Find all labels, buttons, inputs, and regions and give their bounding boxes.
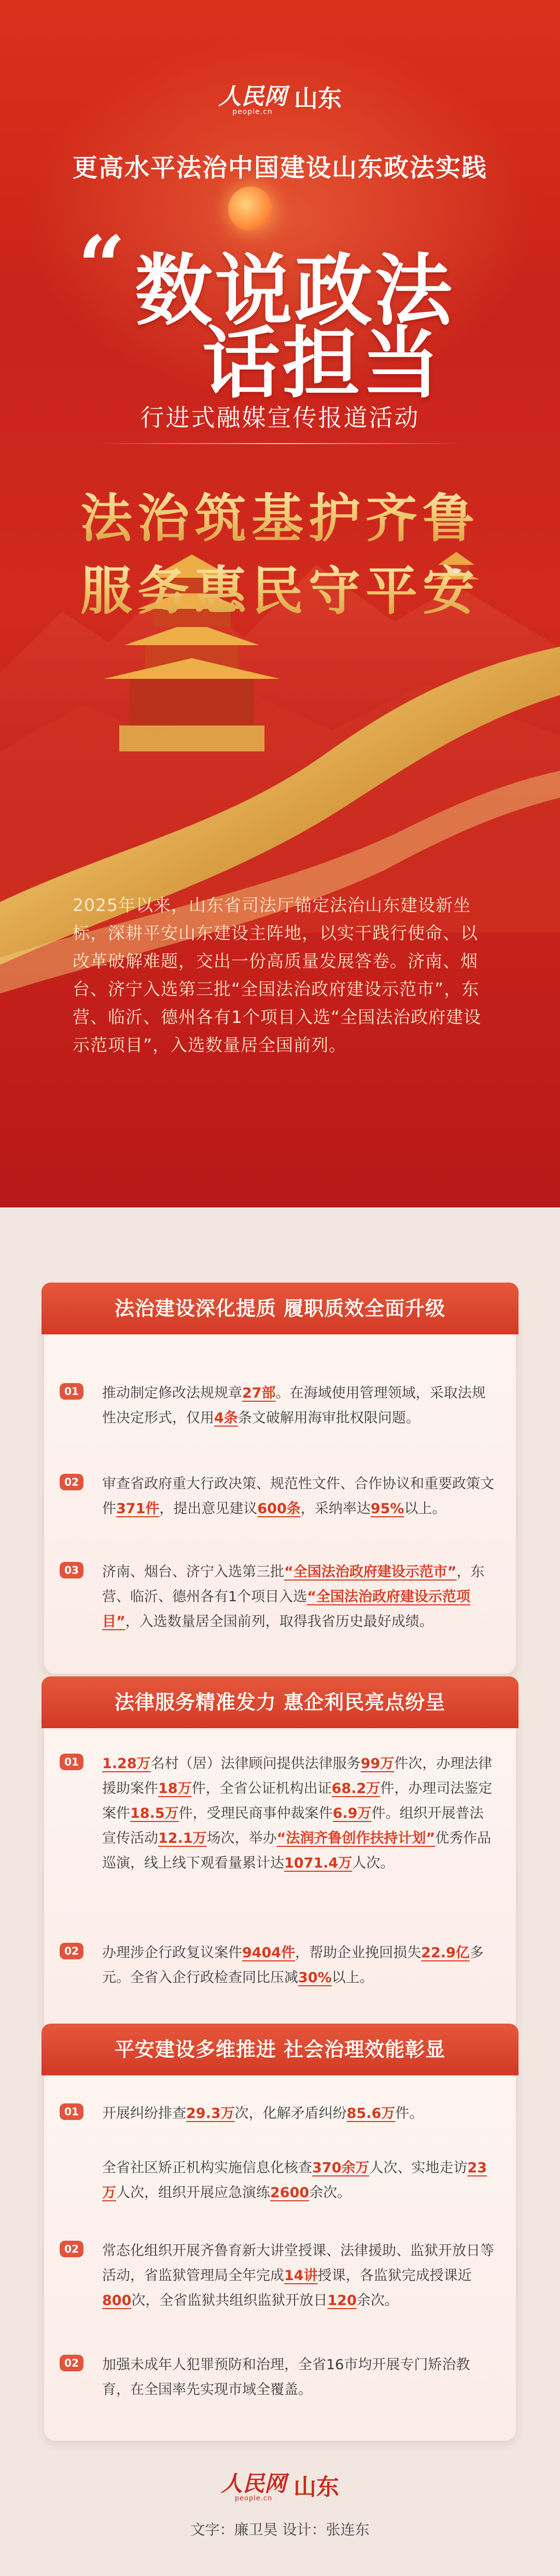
intro-paragraph: 2025年以来，山东省司法厅锚定法治山东建设新坐标，深耕平安山东建设主阵地，以实干践行使命、以改革破解难题，交出一份高质量发展答卷。济南、烟台、济宁入选第三批“全国法治政府建设示范市”，东营、临沂、德州各有1个项目入选“全国法治政府建设示范项目”，入选数量居全国前列。 <box>73 895 482 1055</box>
item-text <box>102 2353 496 2402</box>
highlight-value: 22.9亿 <box>421 1945 470 1961</box>
text-segment: 加强未成年人犯罪预防和治理，全省16市均开展专门矫治教育，在全国率先实现市域全覆盖。 <box>102 2357 470 2398</box>
text-segment: ，帮助企业挽回损失 <box>295 1945 422 1961</box>
text-segment: 以上。 <box>404 1501 446 1517</box>
text-segment: 人次。 <box>352 1855 395 1871</box>
section-title-3: 平安建设多维推进 社会治理效能彰显 <box>41 2024 519 2075</box>
item-text <box>102 1941 496 1990</box>
logo-sub: people.cn <box>232 108 273 116</box>
section-card-1 <box>44 1297 516 1674</box>
item-text <box>102 2239 496 2313</box>
text-segment: 余次。 <box>309 2185 352 2201</box>
text-segment: 件，办理司法鉴定案件 <box>102 1781 493 1821</box>
highlight-value: 2600 <box>270 2185 310 2201</box>
section-card-3 <box>44 2038 516 2441</box>
highlight-value: 85.6万 <box>346 2105 396 2122</box>
text-segment: 场次，举办 <box>206 1830 277 1846</box>
section-card-2 <box>44 1691 516 2037</box>
text-segment: ，提出意见建议 <box>159 1501 258 1517</box>
text-segment: 余次。 <box>356 2293 399 2309</box>
highlight-value: 4条 <box>214 1410 238 1426</box>
highlight-value: 6.9万 <box>332 1805 372 1821</box>
text-segment: 授课，各监狱完成授课近 <box>317 2268 472 2284</box>
highlight-value: 9404件 <box>242 1945 296 1961</box>
highlight-value: 30% <box>298 1970 332 1986</box>
highlight-value: 600条 <box>257 1501 301 1517</box>
logo-place: 山东 <box>294 84 342 112</box>
text-segment: 优秀作品巡演，线上线下观看量累计达 <box>102 1830 492 1871</box>
footer-logo-sub: people.cn <box>234 2495 273 2502</box>
text-segment: 以上。 <box>331 1970 374 1986</box>
footer-logo-mark: 人民网 <box>220 2471 286 2496</box>
text-segment: 办理涉企行政复议案件 <box>102 1945 242 1961</box>
item-number: 01 <box>60 1754 83 1770</box>
campaign-title: 行进式融媒宣传报道活动 <box>140 404 420 432</box>
slogan-line-2: 服务惠民守平安 <box>0 549 560 624</box>
highlight-value: 1071.4万 <box>284 1855 353 1871</box>
text-segment: 次，化解矛盾纠纷 <box>234 2105 347 2122</box>
text-segment: 件。组织开展普法宣传活动 <box>102 1805 484 1846</box>
highlight-value: 18万 <box>158 1781 192 1797</box>
highlight-value: 95% <box>370 1501 404 1517</box>
header-logo <box>0 78 560 116</box>
highlight-value: 23万 <box>102 2160 487 2201</box>
text-segment: 常态化组织开展齐鲁育新大讲堂授课、法律援助、监狱开放日等活动，省监狱管理局全年完成 <box>102 2243 494 2284</box>
item-number: 02 <box>60 2355 83 2371</box>
text-segment: 人次、实地走访 <box>369 2160 468 2176</box>
credits: 文字：廉卫昊 设计：张连东 <box>190 2521 370 2538</box>
page-subtitle: 更高水平法治中国建设山东政法实践 <box>72 153 487 182</box>
item-number: 03 <box>60 1562 83 1578</box>
item-text <box>102 2156 496 2205</box>
highlight-value: 68.2万 <box>331 1781 381 1797</box>
text-segment: 条文破解用海审批权限问题。 <box>237 1410 420 1426</box>
highlight-value: “法润齐鲁创作扶持计划” <box>276 1830 436 1846</box>
title-line-1: 数说政法 <box>135 245 455 336</box>
highlight-value: 99万 <box>360 1756 395 1772</box>
highlight-value: 370余万 <box>312 2160 370 2176</box>
text-segment: 件。 <box>395 2105 424 2122</box>
item-number: 01 <box>60 1383 83 1400</box>
item-number: 02 <box>60 1943 83 1959</box>
text-segment: 推动制定修改法规规章 <box>102 1385 242 1401</box>
text-segment: ，东营、临沂、德州各有1个项目入选 <box>102 1564 485 1605</box>
item-text <box>102 2101 496 2126</box>
hero-banner <box>0 0 560 1207</box>
highlight-value: 29.3万 <box>186 2105 235 2122</box>
slogan-line-1: 法治筑基护齐鲁 <box>0 477 560 551</box>
text-segment: 人次，组织开展应急演练 <box>116 2185 270 2201</box>
text-segment: ，采纳率达 <box>300 1501 371 1517</box>
text-segment: 。在海域使用管理领域，采取法规性决定形式，仅用 <box>102 1385 486 1426</box>
text-segment: 开展纠纷排查 <box>102 2105 186 2122</box>
highlight-value: 371件 <box>116 1501 160 1517</box>
item-text <box>102 1560 496 1634</box>
text-segment: 审查省政府重大行政决策、规范性文件、合作协议和重要政策文件 <box>102 1476 494 1517</box>
text-segment: 次，全省监狱共组织监狱开放日 <box>131 2293 328 2309</box>
highlight-value: “全国法治政府建设示范市” <box>284 1564 457 1580</box>
text-segment: 件次，办理法律援助案件 <box>102 1756 493 1797</box>
quote-mark: “ <box>78 218 126 315</box>
logo-mark: 人民网 <box>218 83 287 110</box>
text-segment: 件，受理民商事仲裁案件 <box>178 1805 333 1821</box>
text-segment: 全省社区矫正机构实施信息化核查 <box>102 2160 312 2176</box>
highlight-value: 14讲 <box>284 2268 318 2284</box>
highlight-value: 27部 <box>242 1385 276 1401</box>
item-text <box>102 1381 496 1431</box>
item-text <box>102 1752 496 1876</box>
text-segment: 名村（居）法律顾问提供法律服务 <box>150 1756 361 1772</box>
highlight-value: 1.28万 <box>102 1756 151 1772</box>
title-line-2: 话担当 <box>202 318 442 409</box>
text-segment: 件，全省公证机构出证 <box>191 1781 332 1797</box>
footer-logo-place: 山东 <box>293 2473 339 2500</box>
highlight-value: 120 <box>327 2293 357 2309</box>
highlight-value: “全国法治政府建设示范项目” <box>102 1589 470 1630</box>
highlight-value: 12.1万 <box>158 1830 207 1846</box>
item-number: 02 <box>60 1474 83 1490</box>
item-number: 01 <box>60 2103 83 2120</box>
footer-logo <box>0 2467 560 2502</box>
text-segment: 济南、烟台、济宁入选第三批 <box>102 1564 284 1580</box>
highlight-value: 18.5万 <box>130 1805 179 1821</box>
text-segment: 多元。全省入企行政检查同比压减 <box>102 1945 484 1986</box>
item-text <box>102 1472 496 1521</box>
text-segment: ，入选数量居全国前列，取得我省历史最好成绩。 <box>125 1614 433 1630</box>
section-title-1: 法治建设深化提质 履职质效全面升级 <box>41 1283 519 1334</box>
divider <box>93 443 467 444</box>
item-number: 02 <box>60 2241 83 2257</box>
sun-icon <box>228 187 273 231</box>
highlight-value: 800 <box>102 2293 132 2309</box>
section-title-2: 法律服务精准发力 惠企利民亮点纷呈 <box>41 1676 519 1728</box>
